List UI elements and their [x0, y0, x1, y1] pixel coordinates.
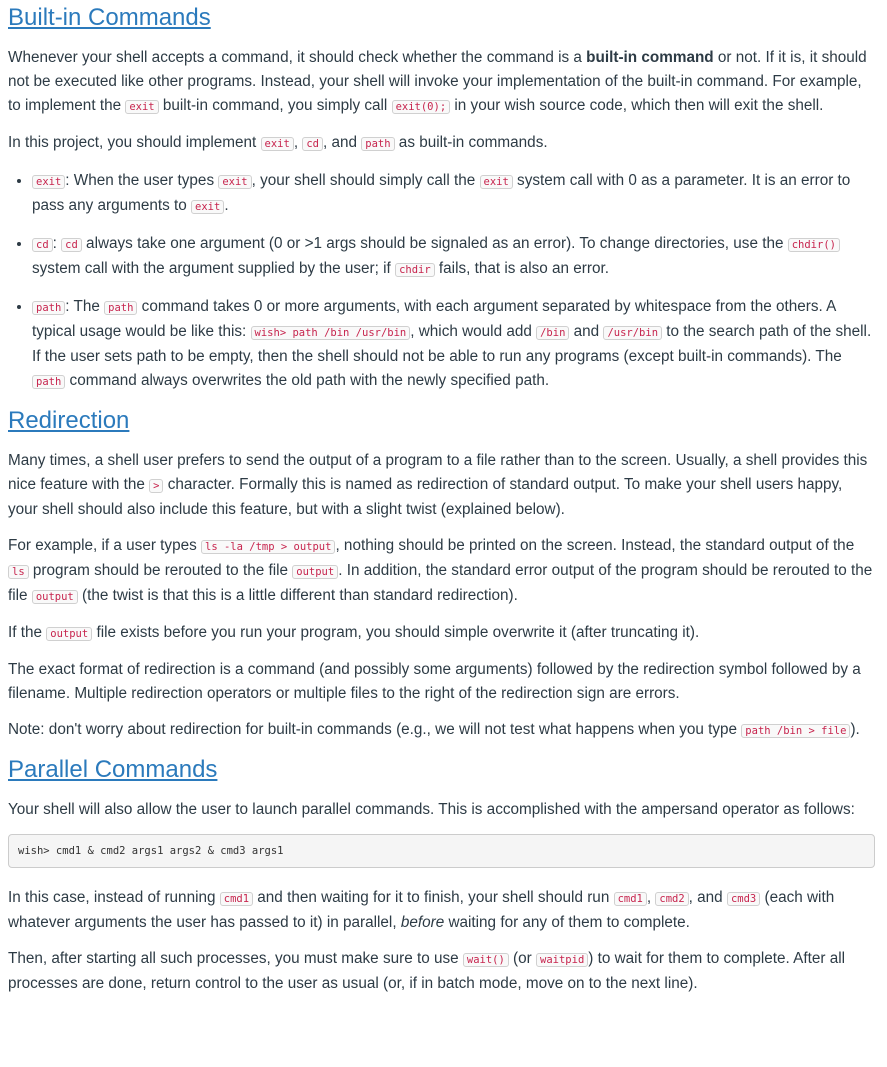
code-exit-call: exit(0);	[392, 100, 451, 114]
code-gt: >	[149, 479, 163, 493]
paragraph: For example, if a user types ls -la /tmp > output , nothing should be printed on the screen. Instead, the standard output of the ls program should be rerouted to the file output . In addition, the standard error output of the program should be rerouted to the file output (the twist is that this is a little different than standard redirection).	[8, 537, 873, 604]
paragraph: Then, after starting all such processes, you must make sure to use wait() (or waitpid ) to wait for them to complete. After all processes are done, return control to the user as usual (or, if in batch mode, move on to the next line).	[8, 950, 846, 992]
code-path: path	[361, 137, 394, 151]
list-item-exit: • exit : When the user types exit , your shell should simply call the exit system call with 0 as a parameter. It is an error to pass any arguments to exit .	[32, 168, 875, 219]
paragraph: Whenever your shell accepts a command, it should check whether the command is a built-in command or not. If it is, it should not be executed like other programs. Instead, your shell will invoke your implementation of the built-in command. For example, to implement the exit built-in command, you simply call exit(0); in your wish source code, which then will exit the shell.	[8, 49, 867, 114]
code-block: wish> cmd1 & cmd2 args1 args2 & cmd3 args1	[8, 834, 875, 868]
code-exit: exit	[261, 137, 294, 151]
list-item-cd: • cd : cd always take one argument (0 or >1 args should be signaled as an error). To change directories, use the chdir() system call with the argument supplied by the user; if chdir fails, that is also an error.	[32, 231, 875, 282]
paragraph: The exact format of redirection is a command (and possibly some arguments) followed by the redirection symbol followed by a filename. Multiple redirection operators or multiple files to the right of the redirection sign are errors.	[8, 661, 861, 702]
builtin-list	[8, 168, 875, 394]
paragraph: Many times, a shell user prefers to send the output of a program to a file rather than to the screen. Usually, a shell provides this nice feature with the > character. Formally this is named as redirection of standard output. To make your shell users happy, your shell should also include this feature, but with a slight twist (explained below).	[8, 452, 868, 518]
heading-built-in-commands: Built-in Commands	[8, 4, 211, 31]
heading-parallel-commands: Parallel Commands	[8, 756, 218, 783]
code-cd: cd	[302, 137, 323, 151]
code-path-redirect: path /bin > file	[741, 724, 850, 738]
list-item-path: • path : The path command takes 0 or more arguments, with each argument separated by whitespace from the others. A typical usage would be like this: wish> path /bin /usr/bin , which would add /bin and /usr/bin to the search path of the shell. If the user sets path to be empty, then the shell should not be able to run any programs (except built-in commands). The path command always overwrites the old path with the newly specified path.	[32, 294, 875, 394]
paragraph: In this case, instead of running cmd1 and then waiting for it to finish, your shell should run cmd1 , cmd2 , and cmd3 (each with whatever arguments the user has passed to it) in parallel, before waiting for any of them to complete.	[8, 889, 835, 931]
paragraph: Note: don't worry about redirection for built-in commands (e.g., we will not test what happens when you type path /bin > file ).	[8, 721, 860, 738]
paragraph: Your shell will also allow the user to launch parallel commands. This is accomplished with the ampersand operator as follows:	[8, 801, 855, 818]
code-exit: exit	[125, 100, 158, 114]
heading-redirection: Redirection	[8, 407, 130, 434]
paragraph: If the output file exists before you run your program, you should simple overwrite it (after truncating it).	[8, 624, 700, 641]
paragraph: In this project, you should implement exit , cd , and path as built-in commands.	[8, 134, 548, 151]
